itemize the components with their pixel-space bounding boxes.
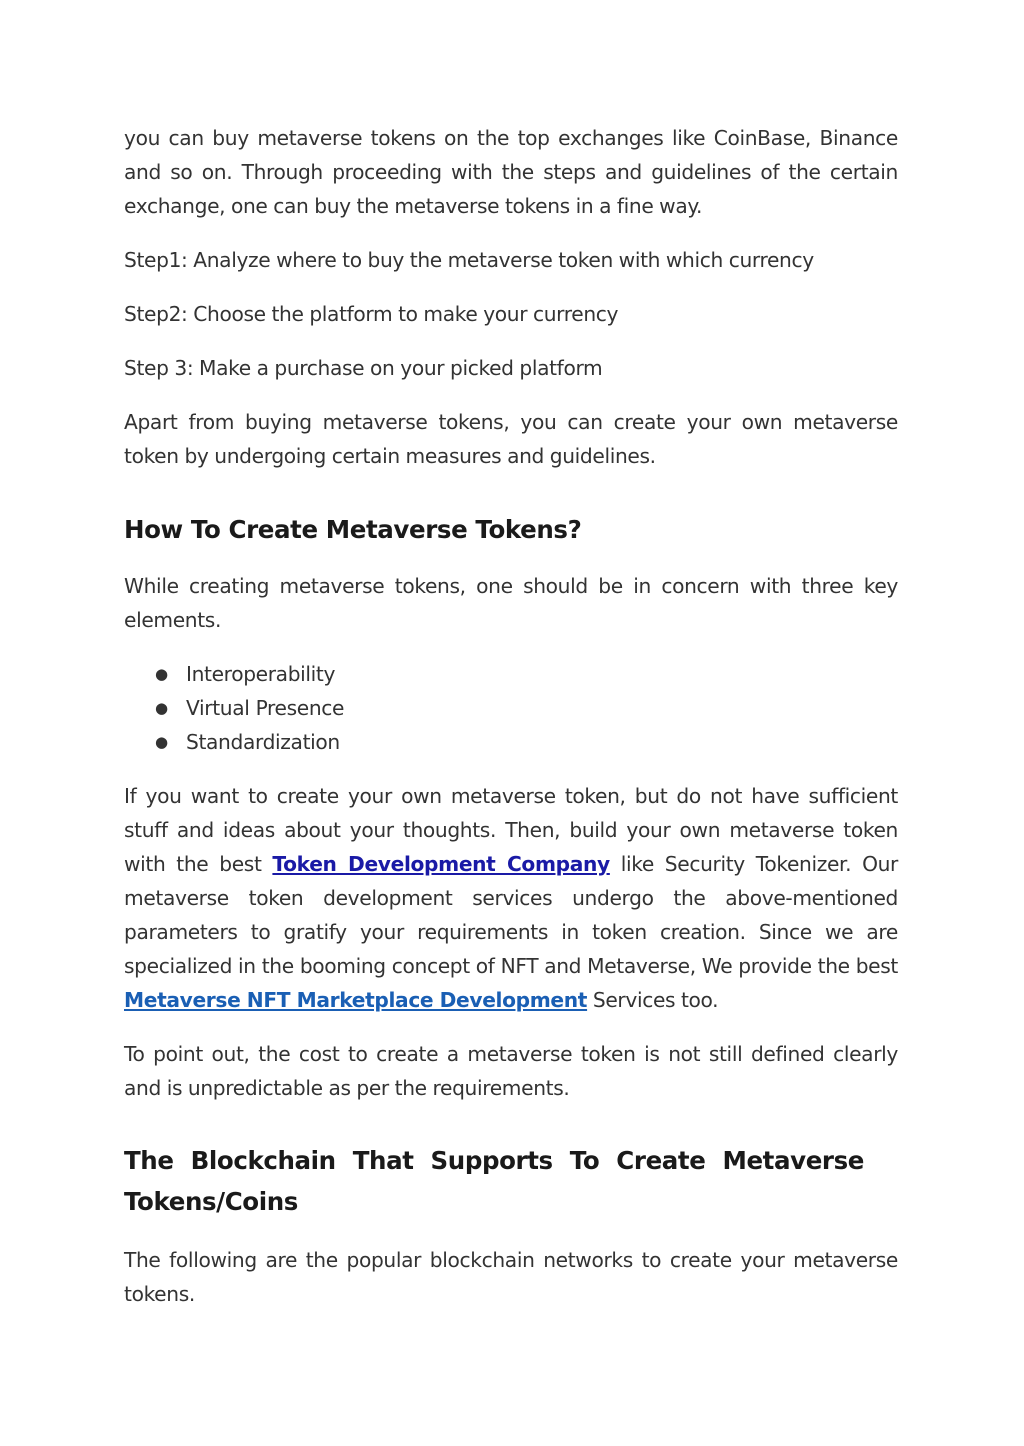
token-development-company-link[interactable]: Token Development Company <box>272 852 610 876</box>
list-item <box>124 725 898 759</box>
list-item <box>124 657 898 691</box>
services-text-part-1: If you want to create your own metaverse token, but do not have sufficient stuff and ideas about your thoughts. Then, build your own metaverse token with the best <box>124 784 898 876</box>
bullet-icon: ● <box>155 699 168 717</box>
services-text-part-2: like Security Tokenizer. Our metaverse token development services undergo the above-mentioned parameters to gratify your requirements in token creation. Since we are specialized in the booming concept of NFT and Metaverse, We provide the best <box>124 852 898 978</box>
intro-paragraph: you can buy metaverse tokens on the top exchanges like CoinBase, Binance and so on. Through proceeding with the steps and guidelines of the certain exchange, one can buy the metaverse tokens in a fine way. <box>124 126 898 218</box>
cost-paragraph: To point out, the cost to create a metaverse token is not still defined clearly and is unpredictable as per the requirements. <box>124 1042 898 1100</box>
networks-paragraph: The following are the popular blockchain networks to create your metaverse tokens. <box>124 1248 898 1306</box>
bullet-icon: ● <box>155 733 168 751</box>
section-heading-blockchain: The Blockchain That Supports To Create Metaverse Tokens/Coins <box>124 1146 864 1216</box>
document-page <box>124 121 898 1311</box>
services-paragraph <box>124 779 898 1017</box>
apart-paragraph: Apart from buying metaverse tokens, you can create your own metaverse token by undergoing certain measures and guidelines. <box>124 410 898 468</box>
bullet-icon: ● <box>155 665 168 683</box>
section-heading-create-tokens: How To Create Metaverse Tokens? <box>124 515 582 544</box>
key-elements-list <box>124 657 898 759</box>
list-item <box>124 691 898 725</box>
elements-intro-paragraph: While creating metaverse tokens, one should be in concern with three key elements. <box>124 574 898 632</box>
step-2: Step2: Choose the platform to make your currency <box>124 302 619 326</box>
list-item-label: Interoperability <box>186 662 336 686</box>
metaverse-nft-marketplace-link[interactable]: Metaverse NFT Marketplace Development <box>124 988 588 1012</box>
step-1: Step1: Analyze where to buy the metaverse token with which currency <box>124 248 814 272</box>
list-item-label: Standardization <box>186 730 340 754</box>
list-item-label: Virtual Presence <box>186 696 345 720</box>
services-text-part-3: Services too. <box>587 988 719 1012</box>
step-3: Step 3: Make a purchase on your picked platform <box>124 356 603 380</box>
